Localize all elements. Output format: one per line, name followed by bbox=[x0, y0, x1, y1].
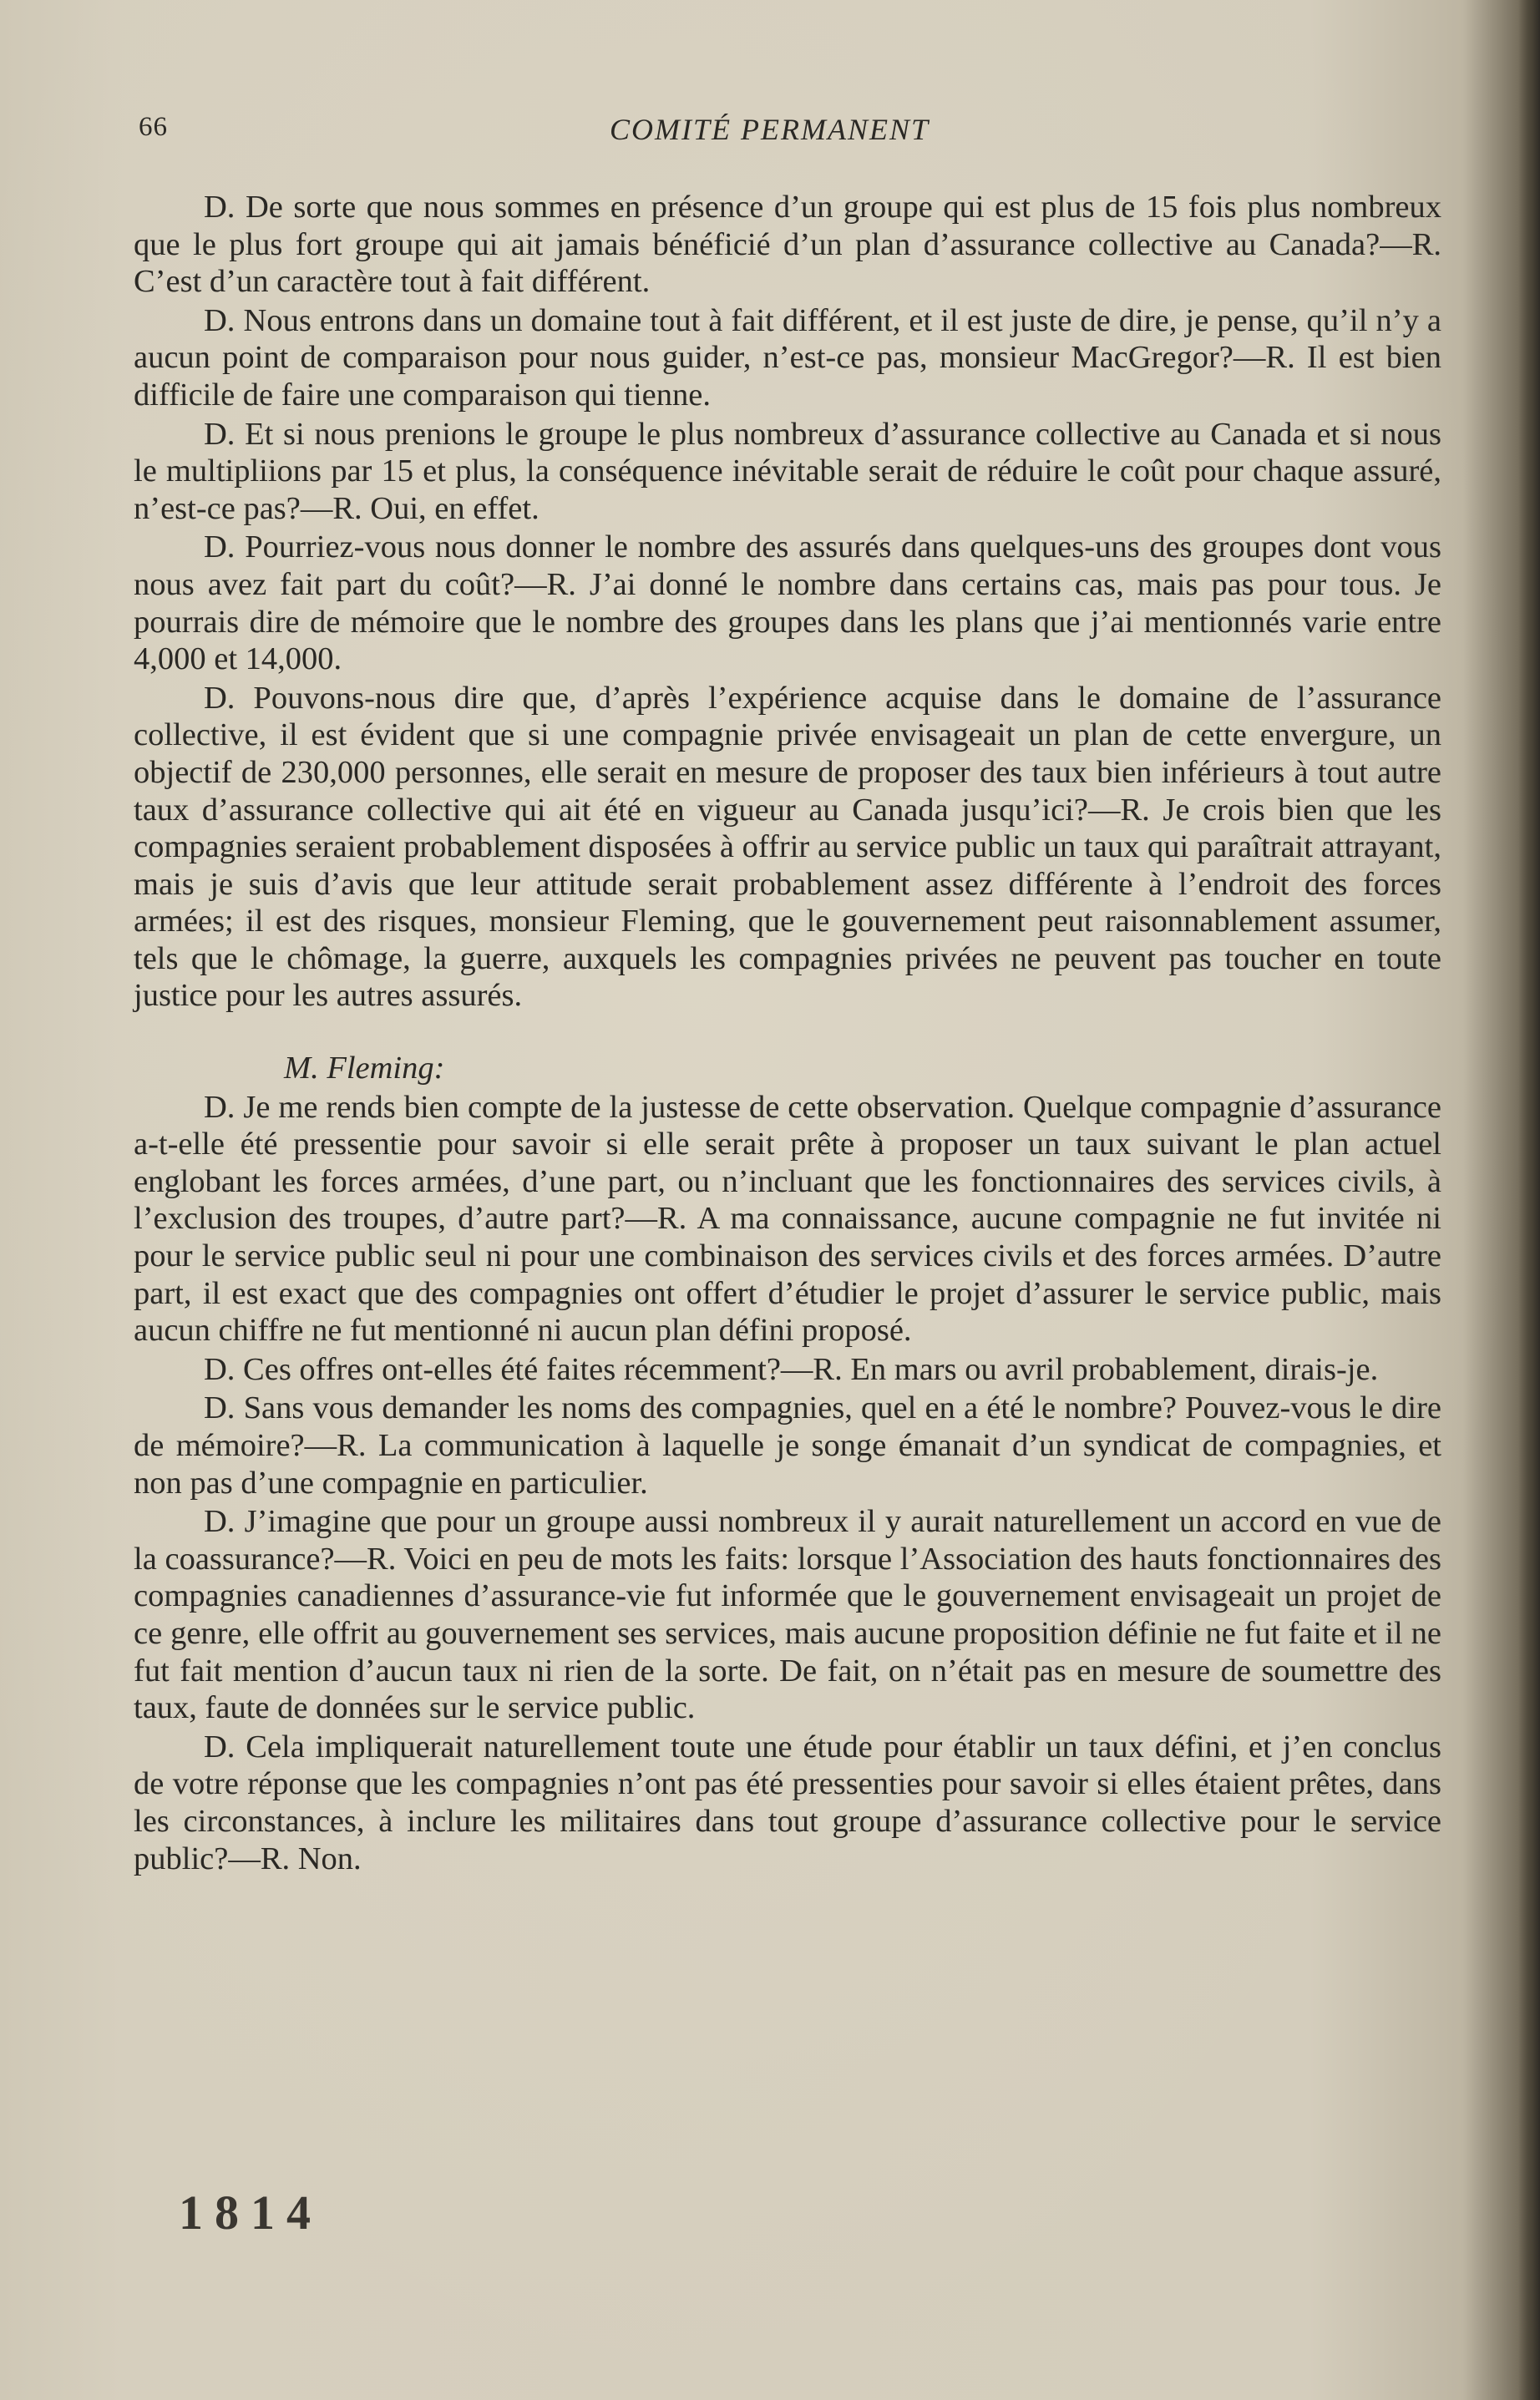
paragraph: D. Nous entrons dans un domaine tout à fait différent, et il est juste de dire, je pense, qu’il n’y a aucun point de comparaison pour nous guider, n’est-ce pas, monsieur MacGregor?—R. Il est bien difficile de faire une comparaison qui tienne. bbox=[134, 302, 1441, 413]
paragraph: D. Pouvons-nous dire que, d’après l’expérience acquise dans le domaine de l’assurance collective, il est évident que si une compagnie privée envisageait un plan de cette envergure, un objectif de 230,000 personnes, elle serait en mesure de proposer des taux bien inférieurs à tout autre taux d’assurance collective qui ait été en vigueur au Canada jusqu’ici?—R. Je crois bien que les compagnies seraient probablement disposées à offrir au service public un taux qui paraîtrait attrayant, mais je suis d’avis que leur attitude serait probablement assez différente à l’endroit des forces armées; il est des risques, monsieur Fleming, que le gouvernement peut raisonnablement assumer, tels que le chômage, la guerre, auxquels les compagnies privées ne peuvent pas toucher en toute justice pour les autres assurés. bbox=[134, 680, 1441, 1014]
paragraph: D. Sans vous demander les noms des compagnies, quel en a été le nombre? Pouvez-vous le dire de mémoire?—R. La communication à laquelle je songe émanait d’un syndicat de compagnies, et non pas d’une compagnie en particulier. bbox=[134, 1390, 1441, 1501]
paragraph: D. Et si nous prenions le groupe le plus nombreux d’assurance collective au Canada et si nous le multipliions par 15 et plus, la conséquence inévitable serait de réduire le coût pour chaque assuré, n’est-ce pas?—R. Oui, en effet. bbox=[134, 416, 1441, 526]
signature-number: 1814 bbox=[179, 2185, 322, 2240]
running-head: COMITÉ PERMANENT bbox=[610, 113, 930, 146]
book-spine-shadow bbox=[1518, 0, 1540, 2400]
paragraph: D. J’imagine que pour un groupe aussi nombreux il y aurait naturellement un accord en vue de la coassurance?—R. Voici en peu de mots les faits: lorsque l’Association des hauts fonctionnaires des compagnies canadiennes d’assurance-vie fut informée que le gouvernement envisageait un projet de ce genre, elle offrit au gouvernement ses services, mais aucune proposition définie ne fut faite et il ne fut fait mention d’aucun taux ni rien de la sorte. De fait, on n’était pas en mesure de soumettre des taux, faute de données sur le service public. bbox=[134, 1504, 1441, 1726]
body-text bbox=[134, 189, 1441, 1879]
paragraph: D. Cela impliquerait naturellement toute une étude pour établir un taux défini, et j’en conclus de votre réponse que les compagnies n’ont pas été pressenties pour savoir si elles étaient prêtes, dans les circonstances, à inclure les militaires dans tout groupe d’assurance collective pour le service public?—R. Non. bbox=[134, 1729, 1441, 1876]
page-number: 66 bbox=[139, 112, 168, 142]
paragraph: D. Ces offres ont-elles été faites récemment?—R. En mars ou avril probablement, dirais-je. bbox=[204, 1351, 1379, 1387]
paragraph: D. Pourriez-vous nous donner le nombre des assurés dans quelques-uns des groupes dont vous nous avez fait part du coût?—R. J’ai donné le nombre dans certains cas, mais pas pour tous. Je pourrais dire de mémoire que le nombre des groupes dans les plans que j’ai mentionnés varie entre 4,000 et 14,000. bbox=[134, 529, 1441, 677]
paragraph: D. Je me rends bien compte de la justesse de cette observation. Quelque compagnie d’assurance a-t-elle été pressentie pour savoir si elle serait prête à proposer un taux suivant le plan actuel englobant les forces armées, d’une part, ou n’incluant que les fonctionnaires des services civils, à l’exclusion des troupes, d’autre part?—R. A ma connaissance, aucune compagnie ne fut invitée ni pour le service public seul ni pour une combinaison des services civils et des forces armées. D’autre part, il est exact que des compagnies ont offert d’étudier le projet d’assurer le service public, mais aucun chiffre ne fut mentionné ni aucun plan défini proposé. bbox=[134, 1089, 1441, 1349]
paragraph: D. De sorte que nous sommes en présence d’un groupe qui est plus de 15 fois plus nombreux que le plus fort groupe qui ait jamais bénéficié d’un plan d’assurance collective au Canada?—R. C’est d’un caractère tout à fait différent. bbox=[134, 190, 1441, 300]
speaker-heading: M. Fleming: bbox=[284, 1051, 445, 1086]
